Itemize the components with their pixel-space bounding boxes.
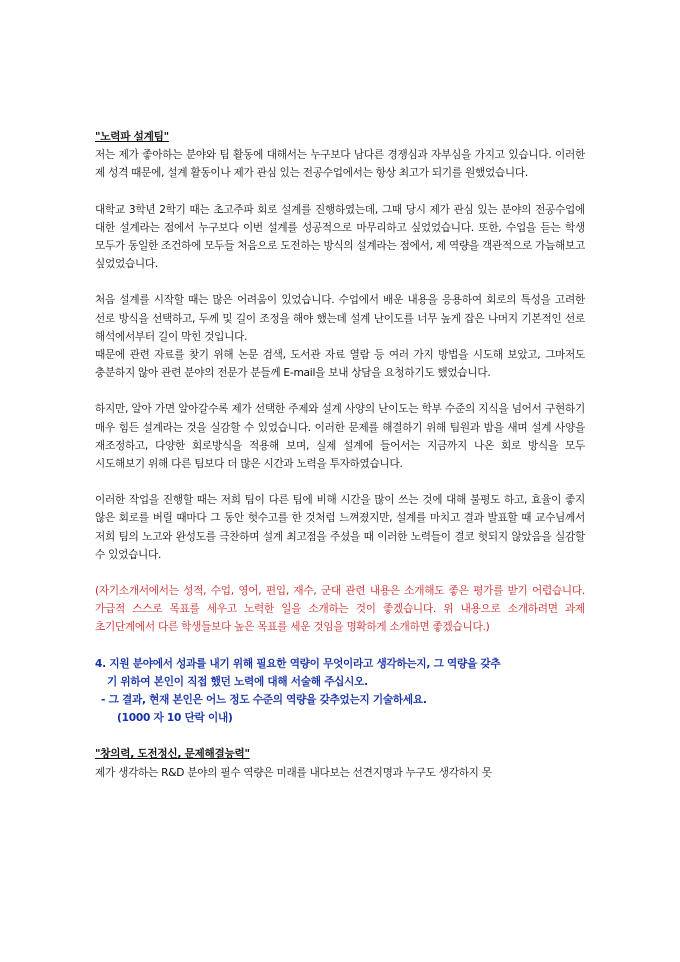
spacer — [95, 183, 585, 201]
question-4-limit: (1000 자 10 단락 이내) — [117, 712, 233, 725]
section1-paragraph-4: 하지만, 알아 가면 알아갈수록 제가 선택한 주제와 설계 사양의 난이도는 학부 수준의 지식을 넘어서 구현하기 매우 힘든 설계라는 것을 실감할 수 있었습니다. 이러한 문제를 해결하기 위해 팀원과 밤을 새며 설계 사양을 재조정하고, 다양한 회로방식을 적용해 보며, 실제 설계에 들어서는 지금까지 나온 회로 방식을 모두 시도해보기 위해 다른 팀보다 더 많은 시간과 노력을 투자하였습니다. — [95, 403, 585, 471]
question-4 — [95, 655, 585, 728]
spacer — [95, 473, 585, 491]
section1-paragraph-1: 저는 제가 좋아하는 분야와 팀 활동에 대해서는 누구보다 남다른 경쟁심과 자부심을 가지고 있습니다. 이러한 제 성격 때문에, 설계 활동이나 제가 관심 있는 전공수업에서는 항상 최고가 되기를 원했었습니다. — [95, 149, 585, 180]
question-4-sub: - 그 결과, 현재 본인은 어느 정도 수준의 역량을 갖추었는지 기술하세요. — [101, 694, 427, 707]
section1-paragraph-2: 대학교 3학년 2학기 때는 초고주파 회로 설계를 진행하였는데, 그때 당시 제가 관심 있는 분야의 전공수업에 대한 설계라는 점에서 누구보다 이번 설계를 성공적으로 마무리하고 싶었었습니다. 또한, 수업을 듣는 학생 모두가 동일한 조건하에 모두들 처음으로 도전하는 방식의 설계라는 점에서, 제 역량을 객관적으로 가늠해보고 싶었었습니다. — [95, 203, 585, 271]
section1-heading: "노력파 설계팀" — [95, 131, 169, 143]
spacer — [95, 564, 585, 582]
spacer — [95, 637, 585, 655]
section2-heading: "창의력, 도전정신, 문제해결능력" — [95, 748, 250, 761]
spacer — [95, 273, 585, 291]
advisor-note: (자기소개서에서는 성적, 수업, 영어, 편입, 재수, 군대 관련 내용은 소개해도 좋은 평가를 받기 어렵습니다. 가급적 스스로 목표를 세우고 노력한 일을 소개하는 것이 좋겠습니다. 위 내용으로 소개하려면 과제 초기단계에서 다른 학생들보다 높은 목표를 세운 것임을 명확하게 소개하면 좋겠습니다.) — [95, 585, 585, 634]
document-body — [95, 128, 585, 782]
question-4-line-2: 기 위하여 본인이 직접 했던 노력에 대해 서술해 주십시오. — [107, 675, 368, 688]
section2-paragraph-1: 제가 생각하는 R&D 분야의 필수 역량은 미래를 내다보는 선견지명과 누구도 생각하지 못 — [95, 766, 492, 779]
section1-paragraph-5: 이러한 작업을 진행할 때는 저희 팀이 다른 팀에 비해 시간을 많이 쓰는 것에 대해 불평도 하고, 효율이 좋지 않은 회로를 버릴 때마다 그 동안 헛수고를 한 것처럼 느껴졌지만, 설계를 마치고 결과 발표할 때 교수님께서 저희 팀의 노고와 완성도를 극찬하며 설계 최고점을 주셨을 때 이러한 노력들이 결코 헛되지 않았음을 실감할 수 있었습니다. — [95, 494, 585, 561]
section1-paragraph-3b: 때문에 관련 자료를 찾기 위해 논문 검색, 도서관 자료 열람 등 여러 가지 방법을 시도해 보았고, 그마저도 충분하지 않아 관련 분야의 전문가 분들께 E-mail을 보내 상담을 요청하기도 했었습니다. — [95, 349, 585, 380]
spacer — [95, 382, 585, 400]
spacer — [95, 727, 585, 745]
section1-paragraph-3a: 처음 설계를 시작할 때는 많은 어려움이 있었습니다. 수업에서 배운 내용을 응용하여 회로의 특성을 고려한 선로 방식을 선택하고, 두께 및 길이 조정을 해야 했는데 설계 난이도를 너무 높게 잡은 나머지 기본적인 선로 해석에서부터 길이 막힌 것입니다. — [95, 294, 585, 343]
question-4-line-1: 4. 지원 분야에서 성과를 내기 위해 필요한 역량이 무엇이라고 생각하는지, 그 역량을 갖추 — [95, 657, 501, 670]
